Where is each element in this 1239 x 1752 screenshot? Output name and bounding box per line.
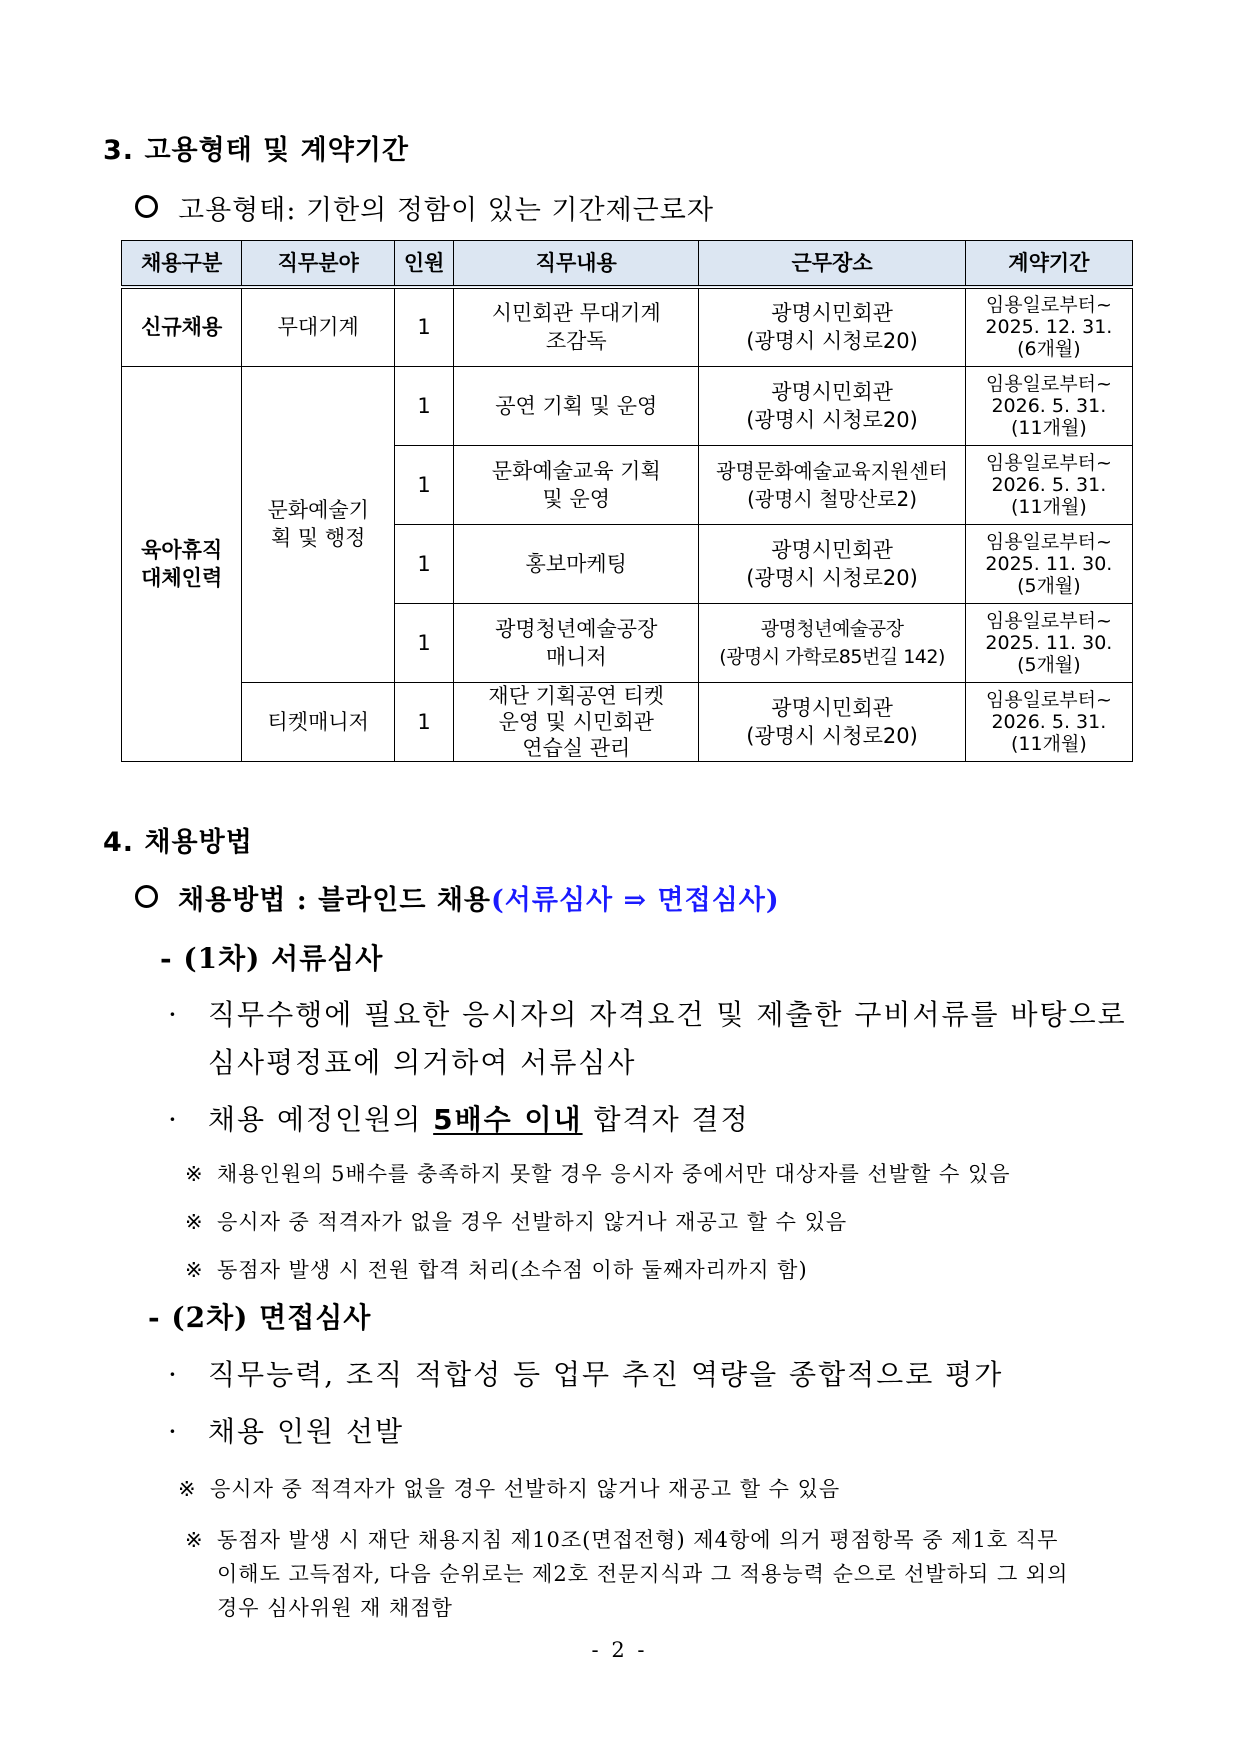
count-cell: 1 <box>395 445 454 524</box>
period-cell: 임용일로부터~ 2025. 11. 30. (5개월) <box>965 603 1132 682</box>
note: ※ 응시자 중 적격자가 없을 경우 선발하지 않거나 재공고 할 수 있음 <box>178 1477 841 1501</box>
count-cell: 1 <box>395 682 454 761</box>
place-cell: 광명청년예술공장 (광명시 가학로85번길 142) <box>699 603 965 682</box>
place-cell: 광명시민회관 (광명시 시청로20) <box>699 524 965 603</box>
count-cell: 1 <box>395 603 454 682</box>
header-place: 근무장소 <box>699 241 965 288</box>
step2-title: - (2차) 면접심사 <box>148 1301 372 1334</box>
note: ※ 채용인원의 5배수를 충족하지 못할 경우 응시자 중에서만 대상자를 선발할 수 있음 <box>185 1162 1011 1186</box>
recruit-method-highlight: (서류심사 ⇒ 면접심사) <box>491 885 780 916</box>
employment-type-line <box>135 188 714 227</box>
category-cell: 신규채용 <box>122 287 242 366</box>
category-cell: 육아휴직 대체인력 <box>122 366 242 761</box>
duty-cell: 재단 기획공연 티켓 운영 및 시민회관 연습실 관리 <box>454 682 699 761</box>
emphasis-5x: 5배수 이내 <box>433 1103 583 1136</box>
period-cell: 임용일로부터~ 2026. 5. 31. (11개월) <box>965 366 1132 445</box>
note-cont: 경우 심사위원 재 채점함 <box>217 1596 453 1620</box>
period-cell: 임용일로부터~ 2026. 5. 31. (11개월) <box>965 445 1132 524</box>
period-cell: 임용일로부터~ 2025. 12. 31. (6개월) <box>965 287 1132 366</box>
table-row <box>122 366 1133 445</box>
field-cell: 문화예술기획 및 행정 <box>242 366 395 682</box>
step2-bullet-2: · 채용 인원 선발 <box>168 1415 405 1448</box>
recruitment-table <box>121 240 1133 762</box>
table-row <box>122 287 1133 366</box>
section-4-title: 4. 채용방법 <box>103 827 253 858</box>
place-cell: 광명시민회관 (광명시 시청로20) <box>699 682 965 761</box>
employment-type-text: 고용형태: 기한의 정함이 있는 기간제근로자 <box>178 195 714 226</box>
duty-cell: 문화예술교육 기획 및 운영 <box>454 445 699 524</box>
header-count: 인원 <box>395 241 454 288</box>
recruit-method-text: 채용방법 : 블라인드 채용 <box>178 885 491 916</box>
circle-bullet-icon <box>135 195 158 218</box>
header-duty: 직무내용 <box>454 241 699 288</box>
header-field: 직무분야 <box>242 241 395 288</box>
header-category: 채용구분 <box>122 241 242 288</box>
place-cell: 광명시민회관 (광명시 시청로20) <box>699 287 965 366</box>
note-cont: 이해도 고득점자, 다음 순위로는 제2호 전문지식과 그 적용능력 순으로 선발하되 그 외의 <box>217 1562 1069 1586</box>
step1-bullet-1: · 직무수행에 필요한 응시자의 자격요건 및 제출한 구비서류를 바탕으로 <box>168 998 1127 1031</box>
circle-bullet-icon <box>135 885 158 908</box>
duty-cell: 홍보마케팅 <box>454 524 699 603</box>
period-cell: 임용일로부터~ 2025. 11. 30. (5개월) <box>965 524 1132 603</box>
count-cell: 1 <box>395 366 454 445</box>
duty-cell: 광명청년예술공장 매니저 <box>454 603 699 682</box>
duty-cell: 공연 기획 및 운영 <box>454 366 699 445</box>
place-cell: 광명문화예술교육지원센터 (광명시 철망산로2) <box>699 445 965 524</box>
table-row <box>122 682 1133 761</box>
note: ※ 응시자 중 적격자가 없을 경우 선발하지 않거나 재공고 할 수 있음 <box>185 1210 848 1234</box>
count-cell: 1 <box>395 287 454 366</box>
note: ※ 동점자 발생 시 재단 채용지침 제10조(면접전형) 제4항에 의거 평점항목 중 제1호 직무 <box>185 1528 1059 1552</box>
page-number: - 2 - <box>591 1638 648 1662</box>
note: ※ 동점자 발생 시 전원 합격 처리(소수점 이하 둘째자리까지 함) <box>185 1258 808 1282</box>
recruit-method-line <box>135 878 780 917</box>
field-cell: 티켓매니저 <box>242 682 395 761</box>
section-3-title: 3. 고용형태 및 계약기간 <box>103 135 409 166</box>
step1-bullet-1-cont: 심사평정표에 의거하여 서류심사 <box>208 1046 637 1079</box>
step2-bullet-1: · 직무능력, 조직 적합성 등 업무 추진 역량을 종합적으로 평가 <box>168 1358 1004 1391</box>
place-cell: 광명시민회관 (광명시 시청로20) <box>699 366 965 445</box>
step1-bullet-2: · 채용 예정인원의 5배수 이내 합격자 결정 <box>168 1103 750 1136</box>
period-cell: 임용일로부터~ 2026. 5. 31. (11개월) <box>965 682 1132 761</box>
field-cell: 무대기계 <box>242 287 395 366</box>
table-header-row <box>122 241 1133 288</box>
step1-title: - (1차) 서류심사 <box>160 942 384 975</box>
header-period: 계약기간 <box>965 241 1132 288</box>
duty-cell: 시민회관 무대기계 조감독 <box>454 287 699 366</box>
count-cell: 1 <box>395 524 454 603</box>
